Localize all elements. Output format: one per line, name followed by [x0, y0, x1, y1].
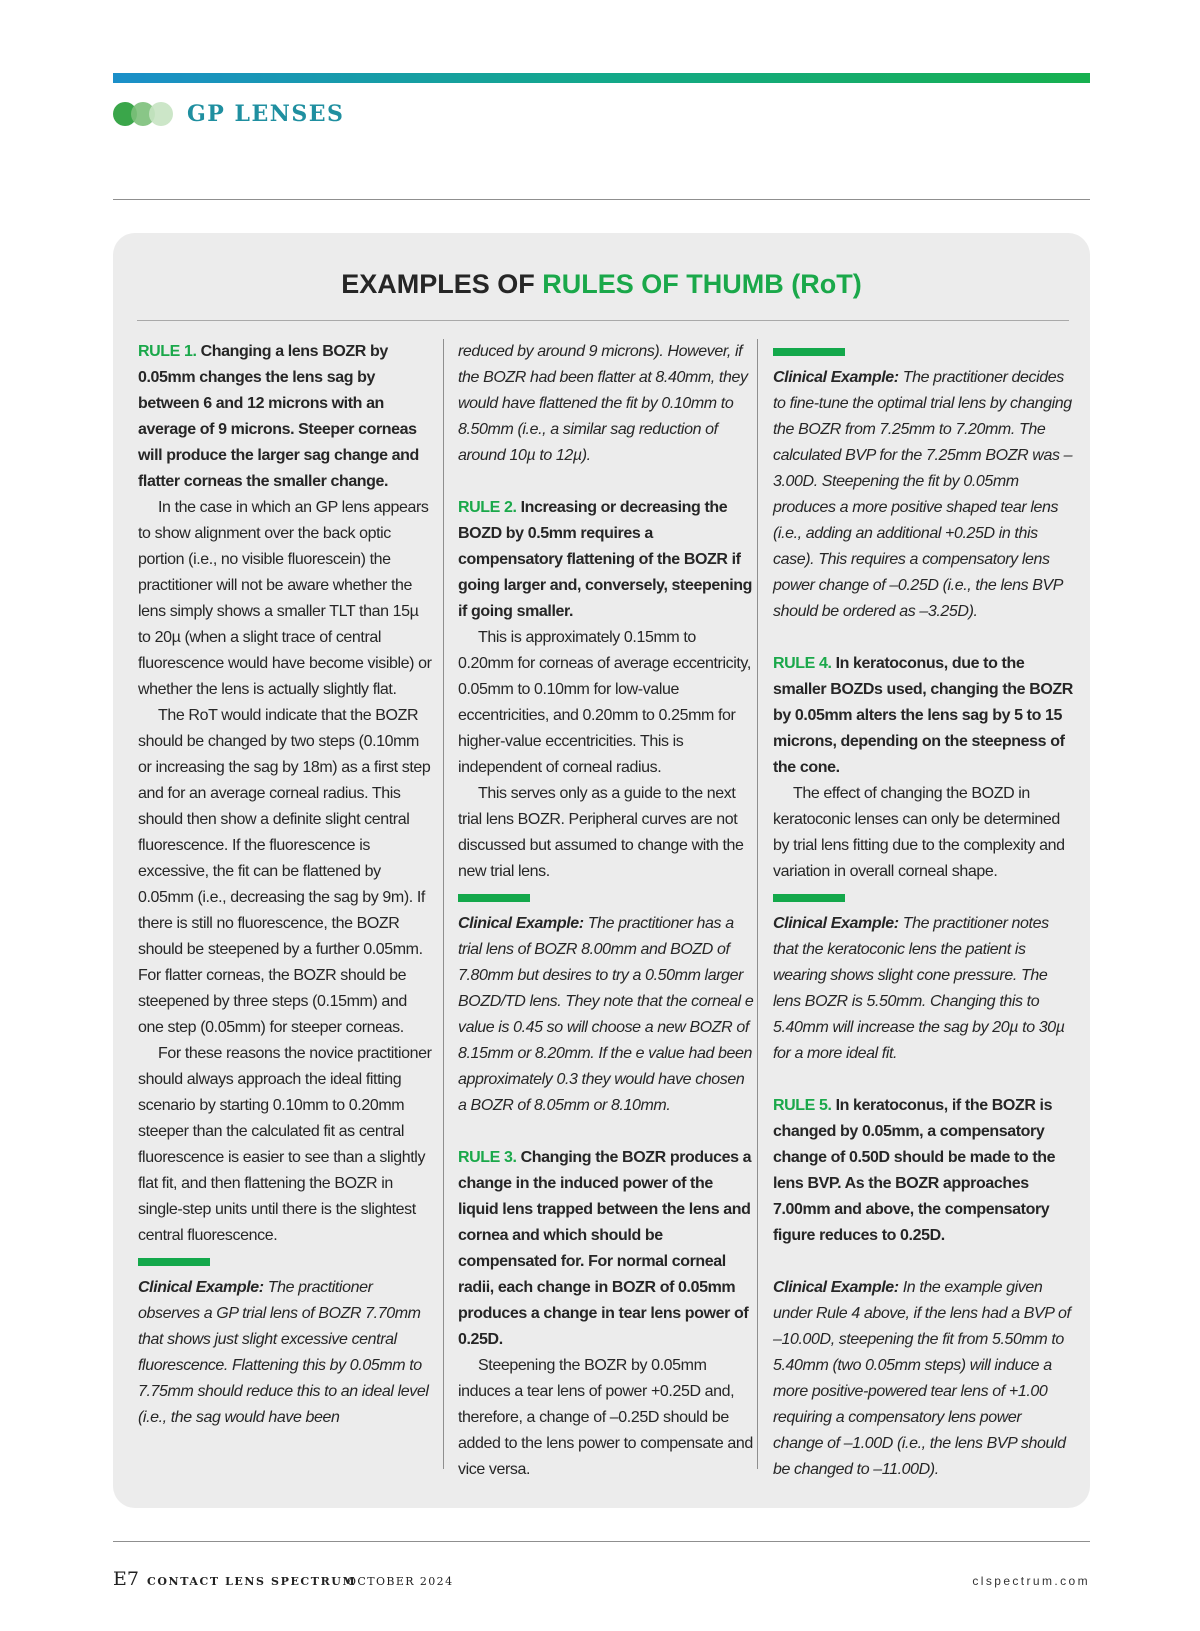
body-paragraph: This serves only as a guide to the next trial lens BOZR. Peripheral curves are not discussed but assumed to change with the new trial lens. [458, 785, 744, 880]
clinical-example-text: In the example given under Rule 4 above, if the lens had a BVP of –10.00D, steepening the fit from 5.50mm to 5.40mm (two 0.05mm steps) will induce a more positive-powered tear lens of +1.00 requiring a compensatory lens power change of –1.00D (i.e., the lens BVP should be changed to –11.00D). [773, 1279, 1071, 1478]
clinical-example [138, 1275, 434, 1431]
section-label: GP LENSES [187, 101, 345, 127]
clinical-example-marker [458, 894, 530, 902]
clinical-example-marker [773, 894, 845, 902]
rule-label: RULE 3. [458, 1149, 517, 1166]
column-2 [458, 339, 754, 1483]
footer-divider [113, 1541, 1090, 1542]
rule-label: RULE 2. [458, 499, 517, 516]
clinical-example [773, 365, 1073, 625]
rule-statement: Increasing or decreasing the BOZD by 0.5mm requires a compensatory flattening of the BOZR if going larger and, conversely, steepening if going smaller. [458, 499, 753, 620]
clinical-example [773, 1275, 1073, 1483]
panel-title-divider [137, 320, 1069, 321]
rule-1 [138, 339, 434, 495]
clinical-example-text: The practitioner notes that the keratoconic lens the patient is wearing shows slight cone pressure. The lens BOZR is 5.50mm. Changing this to 5.40mm will increase the sag by 20µ to 30µ for a more ideal fit. [773, 915, 1065, 1062]
column-divider [443, 339, 444, 1469]
top-accent-bar [113, 73, 1090, 83]
clinical-example [773, 911, 1073, 1067]
clinical-example-label: Clinical Example: [138, 1279, 264, 1296]
rule-2 [458, 495, 754, 625]
clinical-example-label: Clinical Example: [773, 369, 899, 386]
clinical-example-marker [138, 1258, 210, 1266]
clinical-example-text: The practitioner decides to fine-tune the optimal trial lens by changing the BOZR from 7.25mm to 7.20mm. The calculated BVP for the 7.25mm BOZR was –3.00D. Steepening the fit by 0.05mm produces a more positive shaped tear lens (i.e., adding an additional +0.25D in this case). This requires a compensatory lens power change of –0.25D (i.e., the lens BVP should be ordered as –3.25D). [773, 369, 1073, 620]
page-footer [113, 1568, 1090, 1598]
clinical-example-continued: reduced by around 9 microns). However, if the BOZR had been flatter at 8.40mm, they would have flattened the fit by 0.10mm to 8.50mm (i.e., a similar sag reduction of around 10µ to 12µ). [458, 343, 748, 464]
body-paragraph: Steepening the BOZR by 0.05mm induces a tear lens of power +0.25D and, therefore, a change of –0.25D should be added to the lens power to compensate and vice versa. [458, 1357, 753, 1478]
issue-date: OCTOBER 2024 [347, 1575, 454, 1588]
clinical-example-text: The practitioner observes a GP trial lens of BOZR 7.70mm that shows just slight excessive central fluorescence. Flattening this by 0.05mm to 7.75mm should reduce this to an ideal level (i.e., the sag would have been [138, 1279, 429, 1426]
clinical-example-marker [773, 348, 845, 356]
column-divider [757, 339, 758, 1469]
page-number: E7 [113, 1568, 139, 1590]
rule-label: RULE 5. [773, 1097, 832, 1114]
rule-statement: Changing a lens BOZR by 0.05mm changes the lens sag by between 6 and 12 microns with an average of 9 microns. Steeper corneas will produce the larger sag change and flatter corneas the smaller change. [138, 343, 419, 490]
clinical-example-label: Clinical Example: [458, 915, 584, 932]
body-paragraph: For these reasons the novice practitioner should always approach the ideal fitting scenario by starting 0.10mm to 0.20mm steeper than the calculated fit as central fluorescence is easier to see than a slightly flat fit, and then flattening the BOZR in single-step units until there is the slightest central fluorescence. [138, 1045, 432, 1244]
panel-title-accent: RULES OF THUMB (RoT) [542, 269, 862, 299]
body-paragraph: The RoT would indicate that the BOZR should be changed by two steps (0.10mm or increasing the sag by 18m) as a first step and for an average corneal radius. This should then show a definite slight central fluorescence. If the fluorescence is excessive, the fit can be flattened by 0.05mm (i.e., decreasing the sag by 9m). If there is still no fluorescence, the BOZR should be steepened by a further 0.05mm. For flatter corneas, the BOZR should be steepened by three steps (0.15mm) and one step (0.05mm) for steeper corneas. [138, 707, 431, 1036]
clinical-example [458, 911, 754, 1119]
panel-title-prefix: EXAMPLES OF [341, 269, 535, 299]
rule-label: RULE 4. [773, 655, 832, 672]
column-1 [138, 339, 434, 1431]
rule-statement: In keratoconus, if the BOZR is changed by 0.05mm, a compensatory change of 0.50D should be made to the lens BVP. As the BOZR approaches 7.00mm and above, the compensatory figure reduces to 0.25D. [773, 1097, 1056, 1244]
body-paragraph: In the case in which an GP lens appears to show alignment over the back optic portion (i.e., no visible fluorescein) the practitioner will not be aware whether the lens simply shows a smaller TLT than 15µ to 20µ (when a slight trace of central fluorescence would have become visible) or whether the lens is actually slightly flat. [138, 499, 432, 698]
rule-5 [773, 1093, 1073, 1249]
magazine-name: CONTACT LENS SPECTRUM [147, 1575, 357, 1588]
section-header [113, 100, 344, 128]
rule-4 [773, 651, 1073, 781]
rule-statement: In keratoconus, due to the smaller BOZDs used, changing the BOZR by 0.05mm alters the lens sag by 5 to 15 microns, depending on the steepness of the cone. [773, 655, 1073, 776]
body-paragraph: This is approximately 0.15mm to 0.20mm for corneas of average eccentricity, 0.05mm to 0.10mm for low-value eccentricities, and 0.20mm to 0.25mm for higher-value eccentricities. This is independent of corneal radius. [458, 629, 751, 776]
rule-3 [458, 1145, 754, 1353]
clinical-example-label: Clinical Example: [773, 1279, 899, 1296]
panel-title [113, 269, 1090, 300]
rule-statement: Changing the BOZR produces a change in the induced power of the liquid lens trapped between the lens and cornea and which should be compensated for. For normal corneal radii, each change in BOZR of 0.05mm produces a change in tear lens power of 0.25D. [458, 1149, 752, 1348]
section-dots-icon [113, 100, 177, 128]
rot-panel [113, 233, 1090, 1508]
clinical-example-label: Clinical Example: [773, 915, 899, 932]
site-url[interactable]: clspectrum.com [972, 1574, 1090, 1588]
rule-label: RULE 1. [138, 343, 197, 360]
body-paragraph: The effect of changing the BOZD in keratoconic lenses can only be determined by trial lens fitting due to the complexity and variation in overall corneal shape. [773, 785, 1065, 880]
clinical-example-text: The practitioner has a trial lens of BOZR 8.00mm and BOZD of 7.80mm but desires to try a 0.50mm larger BOZD/TD lens. They note that the corneal e value is 0.45 so will choose a new BOZR of 8.15mm or 8.20mm. If the e value had been approximately 0.3 they would have chosen a BOZR of 8.05mm or 8.10mm. [458, 915, 754, 1114]
column-3 [773, 339, 1073, 1483]
header-divider [113, 199, 1090, 200]
